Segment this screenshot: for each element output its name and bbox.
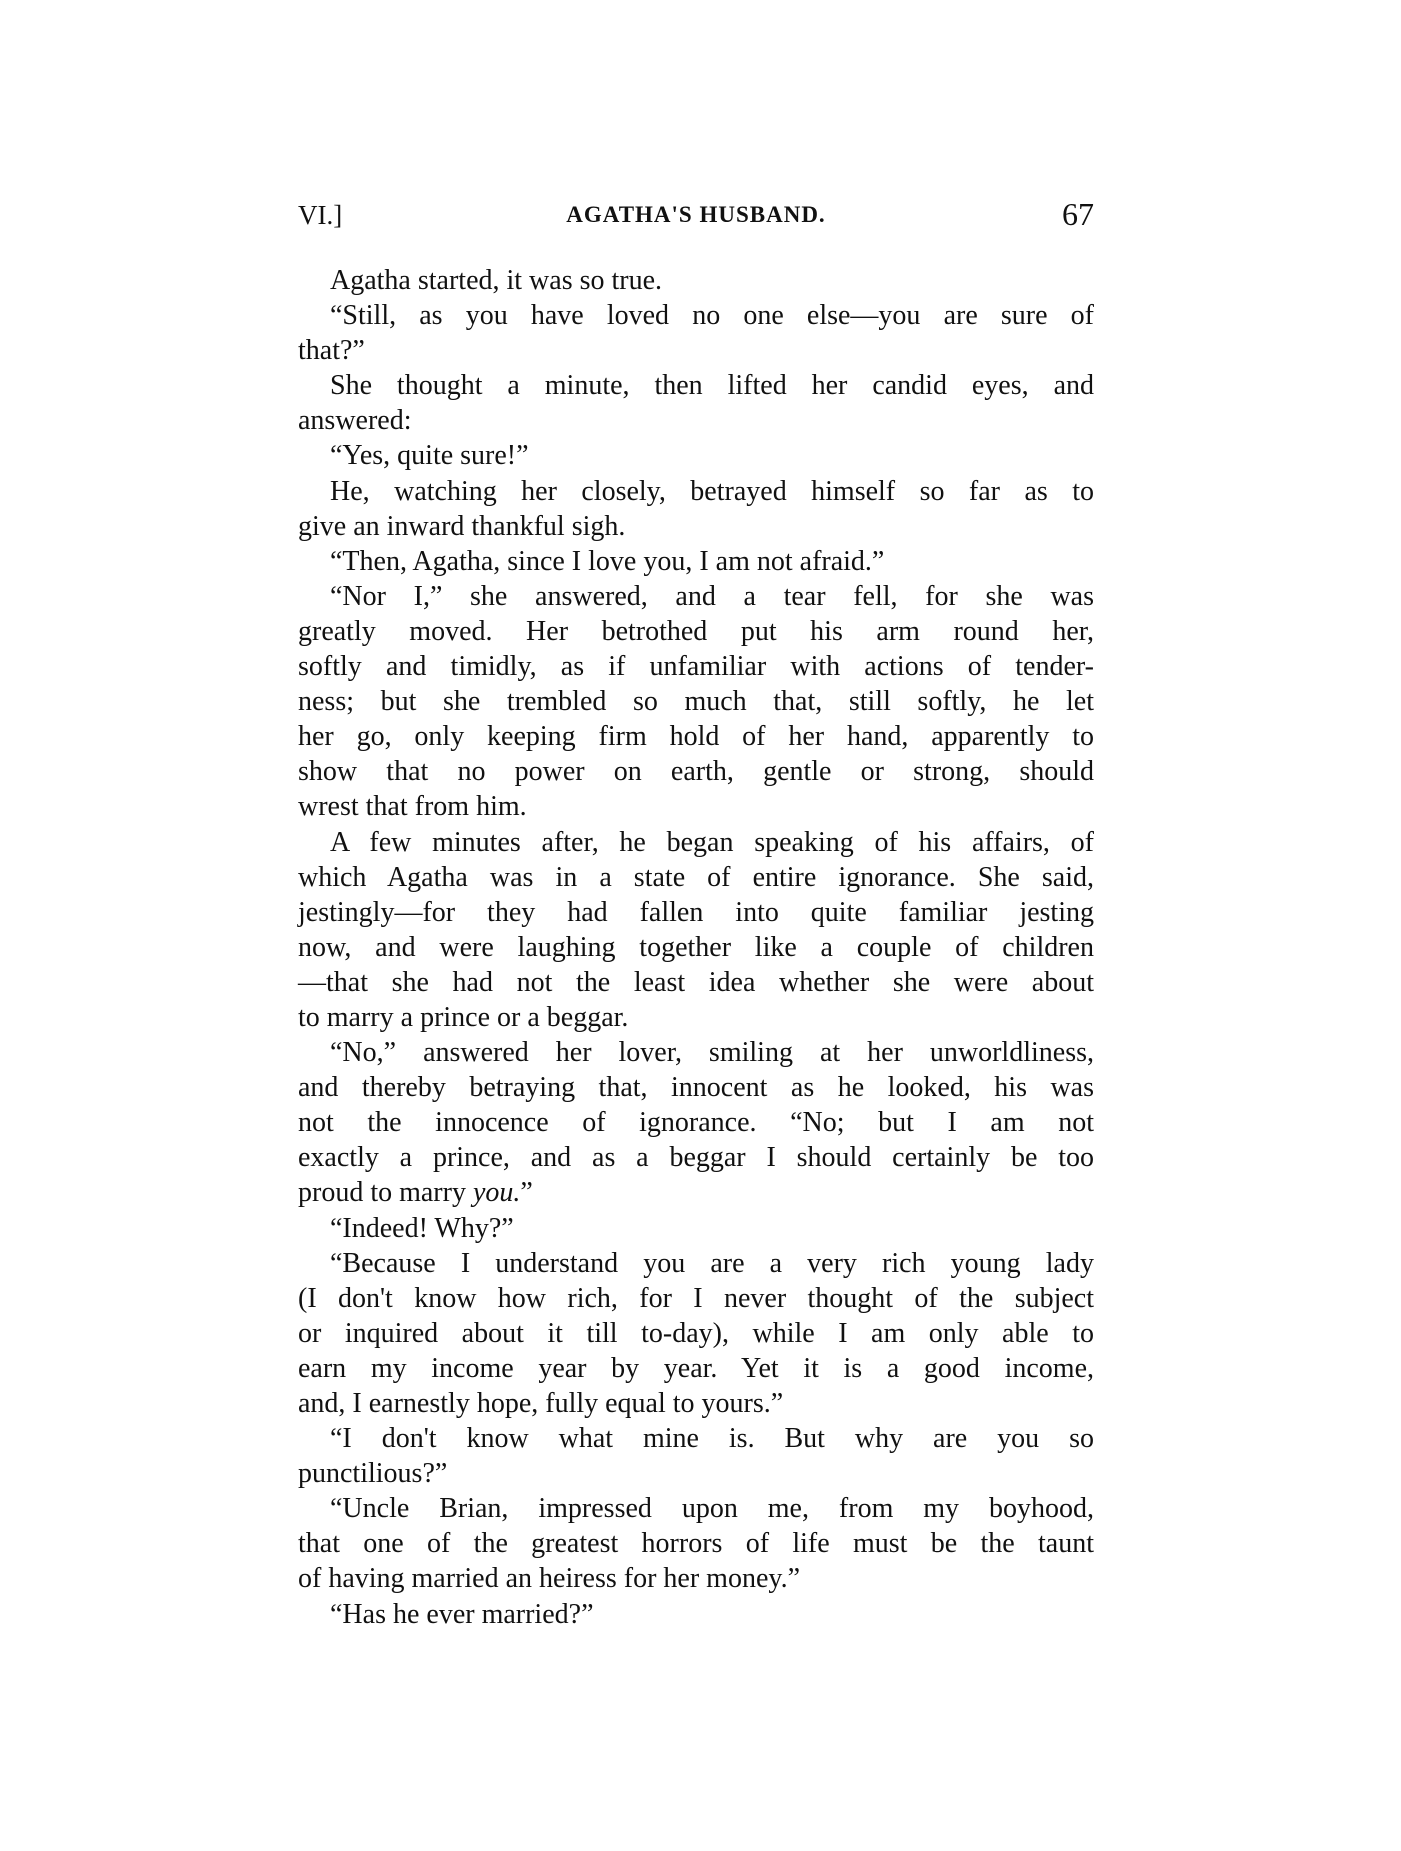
text-line (298, 789, 1094, 824)
page-body-text (298, 263, 1094, 1632)
line-text: proud to marry (298, 1177, 473, 1209)
line-text: “Then, Agatha, since I love you, I am not afraid.” (330, 545, 885, 577)
text-line (298, 1351, 1094, 1386)
closing-quote: ” (520, 1177, 533, 1209)
text-line (298, 825, 1094, 860)
text-line (298, 1246, 1094, 1281)
text-line (298, 895, 1094, 930)
line-text: that?” (298, 335, 365, 367)
text-line (298, 579, 1094, 614)
running-header (298, 196, 1094, 236)
text-line (298, 1561, 1094, 1596)
line-text: jestingly—for they had fallen into quite familiar jesting (298, 896, 1094, 928)
line-text: not the innocence of ignorance. “No; but I am not (298, 1107, 1094, 1139)
text-line (298, 1421, 1094, 1456)
text-line (298, 544, 1094, 579)
text-line (298, 930, 1094, 965)
text-line (298, 1035, 1094, 1070)
line-text: her go, only keeping firm hold of her hand, apparently to (298, 721, 1094, 753)
text-line (298, 1456, 1094, 1491)
text-line (298, 1316, 1094, 1351)
text-line (298, 1281, 1094, 1316)
line-text: answered: (298, 405, 412, 437)
line-text: “I don't know what mine is. But why are you so (330, 1423, 1094, 1455)
line-text: “Has he ever married?” (330, 1598, 594, 1630)
text-line (298, 649, 1094, 684)
text-line (298, 1070, 1094, 1105)
line-text: show that no power on earth, gentle or strong, should (298, 756, 1094, 788)
line-text: earn my income year by year. Yet it is a good income, (298, 1352, 1094, 1384)
line-text: wrest that from him. (298, 791, 527, 823)
line-text: “Indeed! Why?” (330, 1212, 514, 1244)
text-line (298, 860, 1094, 895)
line-text: “Nor I,” she answered, and a tear fell, for she was (330, 580, 1094, 612)
line-text: and, I earnestly hope, fully equal to yours.” (298, 1388, 784, 1419)
italic-emphasis: you. (472, 1177, 521, 1209)
line-text: softly and timidly, as if unfamiliar with actions of tender- (298, 651, 1094, 683)
text-line (298, 965, 1094, 1000)
text-line (298, 1140, 1094, 1175)
line-text: “Uncle Brian, impressed upon me, from my boyhood, (330, 1493, 1094, 1525)
line-text: Agatha started, it was so true. (330, 265, 663, 296)
text-line (298, 1175, 1094, 1210)
text-line (298, 474, 1094, 509)
text-line (298, 719, 1094, 754)
line-text: of having married an heiress for her money.” (298, 1563, 800, 1595)
text-line (298, 754, 1094, 789)
text-line (298, 403, 1094, 438)
line-text: “Because I understand you are a very rich young lady (330, 1247, 1094, 1279)
line-text: A few minutes after, he began speaking of his affairs, of (330, 826, 1094, 858)
line-text: She thought a minute, then lifted her candid eyes, and (330, 370, 1094, 402)
line-text: to marry a prince or a beggar. (298, 1001, 629, 1033)
text-line (298, 1211, 1094, 1246)
text-line (298, 1105, 1094, 1140)
text-line (298, 1491, 1094, 1526)
line-text: now, and were laughing together like a couple of children (298, 931, 1094, 963)
text-line (298, 368, 1094, 403)
page-number: 67 (1062, 196, 1094, 232)
line-text: punctilious?” (298, 1458, 448, 1490)
line-text: —that she had not the least idea whether she were about (298, 966, 1094, 998)
text-line (298, 1526, 1094, 1561)
line-text: He, watching her closely, betrayed himself so far as to (330, 475, 1094, 507)
line-text: “Yes, quite sure!” (330, 440, 529, 472)
text-line (298, 684, 1094, 719)
line-text: greatly moved. Her betrothed put his arm round her, (298, 615, 1094, 647)
text-line (298, 614, 1094, 649)
text-line (298, 263, 1094, 298)
running-title: AGATHA'S HUSBAND. (566, 202, 826, 227)
text-line (298, 1386, 1094, 1421)
line-text: that one of the greatest horrors of life must be the taunt (298, 1528, 1094, 1560)
line-text: or inquired about it till to-day), while I am only able to (298, 1317, 1094, 1349)
text-line (298, 1000, 1094, 1035)
line-text: give an inward thankful sigh. (298, 510, 626, 542)
line-text: which Agatha was in a state of entire ignorance. She said, (298, 861, 1094, 893)
line-text: exactly a prince, and as a beggar I should certainly be too (298, 1142, 1094, 1174)
text-line (298, 298, 1094, 333)
text-line (298, 333, 1094, 368)
line-text: (I don't know how rich, for I never thought of the subject (298, 1282, 1094, 1314)
line-text: “Still, as you have loved no one else—you are sure of (330, 300, 1094, 332)
line-text: and thereby betraying that, innocent as he looked, his was (298, 1072, 1094, 1104)
line-text: “No,” answered her lover, smiling at her unworldliness, (330, 1037, 1094, 1069)
text-line (298, 1597, 1094, 1632)
text-line (298, 438, 1094, 473)
text-line (298, 509, 1094, 544)
chapter-number: VI.] (298, 200, 343, 230)
line-text: ness; but she trembled so much that, still softly, he let (298, 686, 1094, 718)
